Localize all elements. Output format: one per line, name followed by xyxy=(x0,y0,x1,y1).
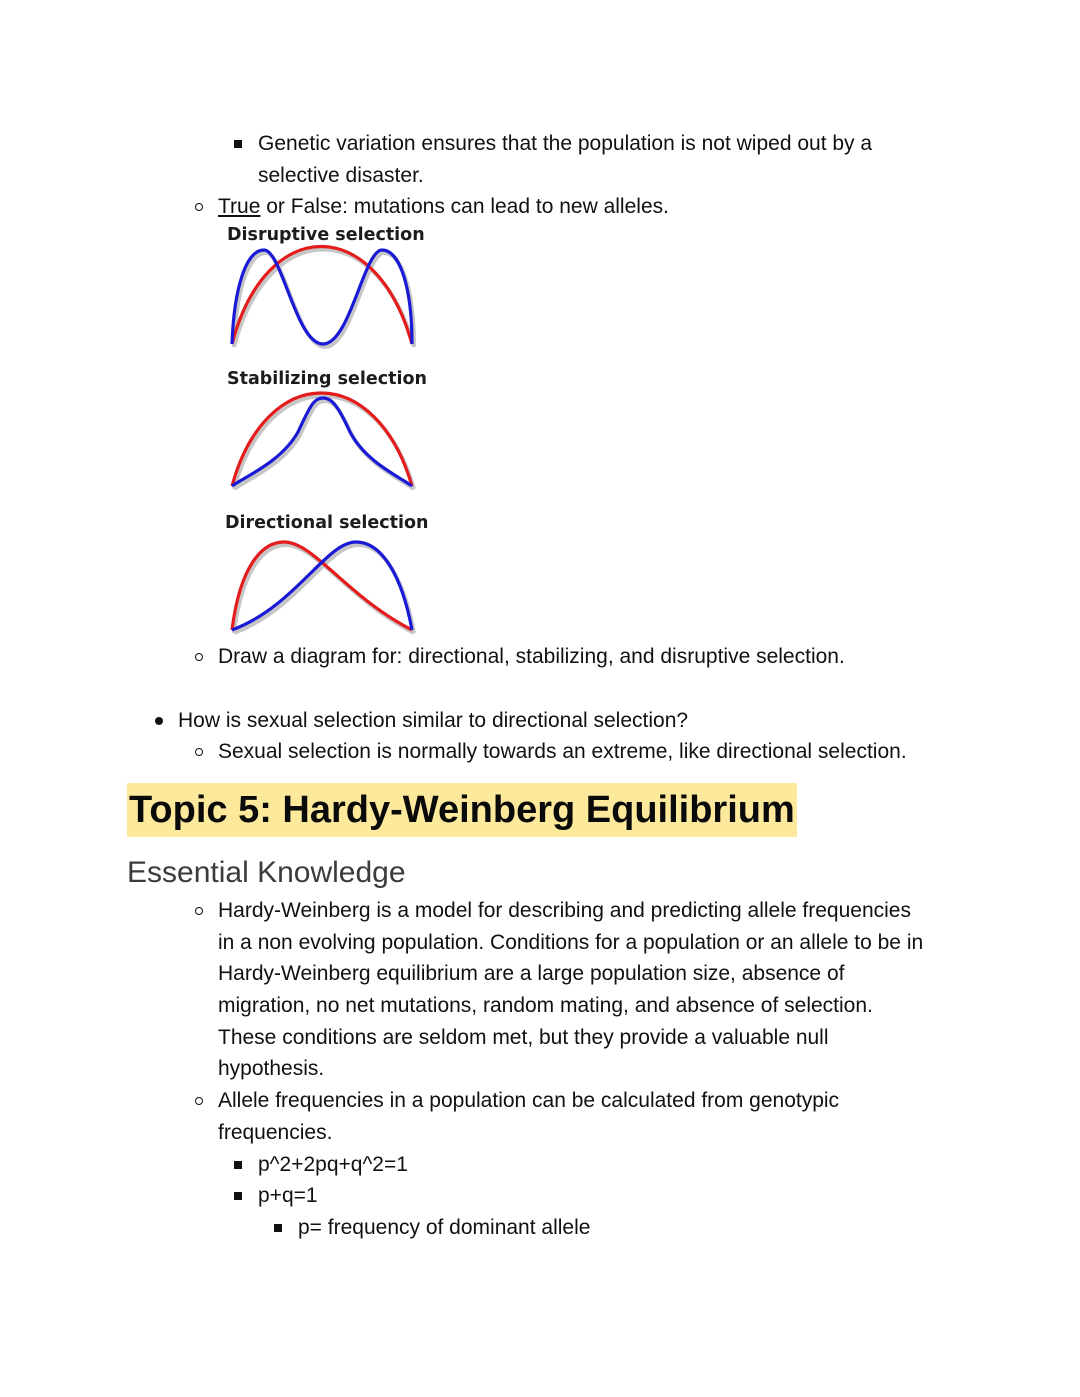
original-curve xyxy=(232,247,412,345)
disruptive-curves xyxy=(226,248,422,354)
list-item-continuation: migration, no net mutations, random mating, and absence of selection. xyxy=(218,994,873,1017)
disruptive-title: Disruptive selection xyxy=(227,225,425,245)
list-item-continuation: frequencies. xyxy=(218,1121,333,1144)
list-item: True or False: mutations can lead to new alleles. xyxy=(218,191,669,223)
answer-true: True xyxy=(218,195,261,218)
list-item-continuation: selective disaster. xyxy=(258,164,424,187)
selected-curve xyxy=(232,250,412,344)
list-item: Sexual selection is normally towards an extreme, like directional selection. xyxy=(218,736,907,768)
stabilizing-curves xyxy=(226,392,422,496)
list-item-continuation: These conditions are seldom met, but they provide a valuable null xyxy=(218,1026,829,1049)
directional-curves xyxy=(226,536,422,640)
directional-title: Directional selection xyxy=(225,513,429,533)
equation-item: p+q=1 xyxy=(258,1180,318,1212)
list-item: Allele frequencies in a population can be calculated from genotypic xyxy=(218,1085,839,1117)
list-item: How is sexual selection similar to directional selection? xyxy=(178,705,688,737)
definition-item: p= frequency of dominant allele xyxy=(298,1212,590,1244)
list-item-continuation: hypothesis. xyxy=(218,1057,325,1080)
list-item: Draw a diagram for: directional, stabilizing, and disruptive selection. xyxy=(218,641,845,673)
list-item: Genetic variation ensures that the population is not wiped out by a xyxy=(258,128,872,160)
equation-item: p^2+2pq+q^2=1 xyxy=(258,1149,408,1181)
topic-heading: Topic 5: Hardy-Weinberg Equilibrium xyxy=(127,783,797,837)
list-item-continuation: Hardy-Weinberg equilibrium are a large population size, absence of xyxy=(218,962,845,985)
list-item-continuation: in a non evolving population. Conditions for a population or an allele to be in xyxy=(218,931,924,954)
section-subheading: Essential Knowledge xyxy=(127,856,406,889)
list-item: Hardy-Weinberg is a model for describing and predicting allele frequencies xyxy=(218,895,911,927)
stabilizing-title: Stabilizing selection xyxy=(227,369,427,389)
